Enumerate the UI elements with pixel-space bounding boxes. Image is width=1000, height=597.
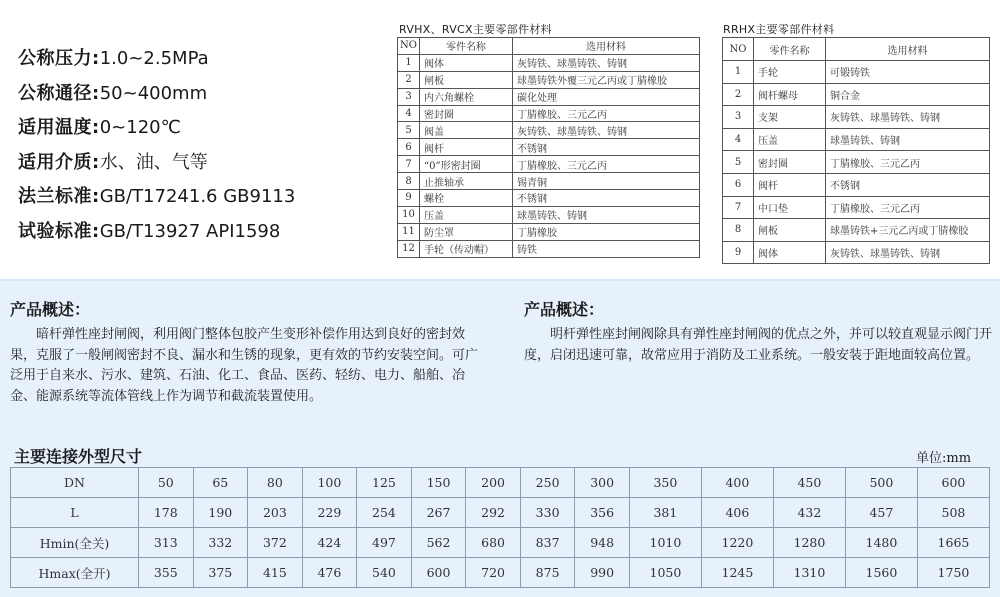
dimension-value: 1050 <box>629 558 701 588</box>
table-row <box>11 468 990 498</box>
column-header-part: 零件名称 <box>420 38 513 55</box>
spec-row-temperature <box>18 111 388 146</box>
row-number: 7 <box>723 196 754 219</box>
dimension-value: 1280 <box>773 528 845 558</box>
dimension-value: 267 <box>411 498 466 528</box>
row-number: 5 <box>723 151 754 174</box>
table-row <box>723 61 990 84</box>
part-material: 锡青铜 <box>513 173 700 190</box>
spec-row-pressure <box>18 42 388 77</box>
column-header-material: 选用材料 <box>513 38 700 55</box>
overview-right-text <box>524 325 992 366</box>
dimension-value: 229 <box>302 498 357 528</box>
spec-value: 50~400mm <box>99 82 208 104</box>
part-name: 内六角螺栓 <box>420 88 513 105</box>
part-name: 密封圈 <box>754 151 826 174</box>
dimension-value: 100 <box>302 468 357 498</box>
dimension-value: 457 <box>845 498 917 528</box>
dimension-value: 540 <box>357 558 412 588</box>
spec-row-flange-standard <box>18 180 388 215</box>
spec-label: 公称压力: <box>18 48 100 69</box>
spec-row-medium <box>18 146 388 181</box>
part-material: 灰铸铁、球墨铸铁、铸钢 <box>513 122 700 139</box>
dimension-value: 381 <box>629 498 701 528</box>
spec-value: 水、油、气等 <box>99 151 208 173</box>
dimension-value: 1560 <box>845 558 917 588</box>
table-row <box>398 206 700 223</box>
table-row <box>398 139 700 156</box>
rr-materials-table <box>722 37 990 264</box>
table-header-row <box>723 38 990 61</box>
table-row <box>723 83 990 106</box>
part-name: “0”形密封圈 <box>420 156 513 173</box>
dimension-value: 330 <box>520 498 575 528</box>
dimension-value: 400 <box>701 468 773 498</box>
dimension-value: 1480 <box>845 528 917 558</box>
table-row <box>723 151 990 174</box>
dimension-value: 300 <box>575 468 630 498</box>
part-material: 灰铸铁、球墨铸铁、铸钢 <box>826 106 990 129</box>
overview-left-title: 产品概述： <box>10 300 91 319</box>
part-name: 手轮 <box>754 61 826 84</box>
row-number: 4 <box>398 105 420 122</box>
row-number: 1 <box>398 54 420 71</box>
table-row <box>398 54 700 71</box>
part-material: 丁腈橡胶 <box>513 223 700 240</box>
dimensions-title: 主要连接外型尺寸 <box>14 447 143 466</box>
table-row <box>398 88 700 105</box>
dimension-value: 1750 <box>917 558 989 588</box>
spec-label: 适用温度: <box>18 117 100 138</box>
dimensions-table <box>10 467 990 588</box>
table-row <box>398 240 700 257</box>
dimension-value: 150 <box>411 468 466 498</box>
dimensions-unit: 单位:mm <box>916 451 972 466</box>
part-material: 不锈钢 <box>513 190 700 207</box>
table-row <box>723 106 990 129</box>
dimension-value: 350 <box>629 468 701 498</box>
table-row <box>11 498 990 528</box>
row-number: 8 <box>723 219 754 242</box>
dimension-value: 372 <box>248 528 303 558</box>
part-name: 阀杆 <box>754 173 826 196</box>
dimension-value: 292 <box>466 498 521 528</box>
spec-value: GB/T13927 API1598 <box>99 220 281 242</box>
dimension-value: 406 <box>701 498 773 528</box>
dimension-value: 332 <box>193 528 248 558</box>
dimension-value: 600 <box>917 468 989 498</box>
dimension-value: 720 <box>466 558 521 588</box>
part-material: 球墨铸铁、铸钢 <box>826 128 990 151</box>
part-name: 压盖 <box>420 206 513 223</box>
part-name: 防尘罩 <box>420 223 513 240</box>
row-number: 1 <box>723 61 754 84</box>
overview-right-paragraph: 明杆弹性座封闸阀除具有弹性座封闸阀的优点之外，并可以较直观显示阀门开度，启闭迅速可靠，故常应用于消防及工业系统。一般安装于距地面较高位置。 <box>524 327 993 363</box>
dimension-value: 450 <box>773 468 845 498</box>
row-label: DN <box>11 468 139 498</box>
part-name: 手轮（传动帽） <box>420 240 513 257</box>
spec-label: 法兰标准: <box>18 186 100 207</box>
row-number: 11 <box>398 223 420 240</box>
dimension-value: 497 <box>357 528 412 558</box>
dimension-value: 80 <box>248 468 303 498</box>
dimension-value: 508 <box>917 498 989 528</box>
table-header-row <box>398 38 700 55</box>
rr-materials-title: RRHX主要零部件材料 <box>723 23 835 36</box>
row-number: 10 <box>398 206 420 223</box>
dimension-value: 875 <box>520 558 575 588</box>
row-number: 8 <box>398 173 420 190</box>
table-row <box>398 223 700 240</box>
overview-left-text <box>10 325 478 407</box>
row-number: 2 <box>723 83 754 106</box>
row-number: 12 <box>398 240 420 257</box>
part-material: 碳化处理 <box>513 88 700 105</box>
table-row <box>723 196 990 219</box>
row-number: 2 <box>398 71 420 88</box>
row-number: 6 <box>398 139 420 156</box>
part-name: 压盖 <box>754 128 826 151</box>
part-material: 丁腈橡胶、三元乙丙 <box>513 156 700 173</box>
dimension-value: 250 <box>520 468 575 498</box>
row-number: 3 <box>398 88 420 105</box>
table-row <box>11 558 990 588</box>
part-material: 不锈钢 <box>826 173 990 196</box>
table-row <box>11 528 990 558</box>
dimension-value: 1245 <box>701 558 773 588</box>
dimension-value: 1310 <box>773 558 845 588</box>
part-name: 阀杆螺母 <box>754 83 826 106</box>
dimension-value: 178 <box>139 498 194 528</box>
part-name: 螺栓 <box>420 190 513 207</box>
row-number: 7 <box>398 156 420 173</box>
part-material: 灰铸铁、球墨铸铁、铸钢 <box>513 54 700 71</box>
dimension-value: 680 <box>466 528 521 558</box>
spec-row-test-standard <box>18 215 388 250</box>
dimension-value: 1220 <box>701 528 773 558</box>
table-row <box>398 156 700 173</box>
part-material: 不锈钢 <box>513 139 700 156</box>
row-number: 5 <box>398 122 420 139</box>
dimension-value: 432 <box>773 498 845 528</box>
spec-label: 试验标准: <box>18 220 100 242</box>
part-name: 阀杆 <box>420 139 513 156</box>
row-number: 6 <box>723 173 754 196</box>
row-number: 4 <box>723 128 754 151</box>
part-name: 支架 <box>754 106 826 129</box>
part-material: 铸铁 <box>513 240 700 257</box>
spec-row-diameter <box>18 77 388 112</box>
part-material: 灰铸铁、球墨铸铁、铸钢 <box>826 241 990 264</box>
table-row <box>723 241 990 264</box>
row-number: 9 <box>398 190 420 207</box>
table-row <box>723 128 990 151</box>
part-material: 丁腈橡胶、三元乙丙 <box>826 196 990 219</box>
row-label: L <box>11 498 139 528</box>
column-header-material: 选用材料 <box>826 38 990 61</box>
dimension-value: 65 <box>193 468 248 498</box>
part-name: 阀体 <box>420 54 513 71</box>
part-material: 丁腈橡胶、三元乙丙 <box>826 151 990 174</box>
dimension-value: 600 <box>411 558 466 588</box>
part-name: 闸板 <box>754 219 826 242</box>
dimension-value: 190 <box>193 498 248 528</box>
dimension-value: 415 <box>248 558 303 588</box>
spec-value: 0~120℃ <box>99 117 181 138</box>
dimension-value: 837 <box>520 528 575 558</box>
part-material: 铜合金 <box>826 83 990 106</box>
part-name: 阀盖 <box>420 122 513 139</box>
part-material: 丁腈橡胶、三元乙丙 <box>513 105 700 122</box>
spec-value: 1.0~2.5MPa <box>99 48 209 69</box>
spec-list <box>18 42 388 249</box>
dimension-value: 562 <box>411 528 466 558</box>
table-row <box>398 71 700 88</box>
part-name: 止推轴承 <box>420 173 513 190</box>
part-name: 闸板 <box>420 71 513 88</box>
row-label: Hmin(全关) <box>11 528 139 558</box>
row-label: Hmax(全开) <box>11 558 139 588</box>
table-row <box>723 173 990 196</box>
part-material: 球墨铸铁外覆三元乙丙或丁腈橡胶 <box>513 71 700 88</box>
table-row <box>398 190 700 207</box>
part-material: 可锻铸铁 <box>826 61 990 84</box>
dimension-value: 313 <box>139 528 194 558</box>
table-row <box>398 173 700 190</box>
dimension-value: 948 <box>575 528 630 558</box>
dimension-value: 356 <box>575 498 630 528</box>
dimension-value: 203 <box>248 498 303 528</box>
overview-left-paragraph: 暗杆弹性座封闸阀，利用阀门整体包胶产生变形补偿作用达到良好的密封效果，克服了一般闸阀密封不良、漏水和生锈的现象，更有效的节约安装空间。可广泛用于自来水、污水、建筑、石油、化工、食品、医药、轻纺、电力、船舶、冶金、能源系统等流体管线上作为调节和截流装置使用。 <box>10 327 479 404</box>
column-header-part: 零件名称 <box>754 38 826 61</box>
rv-materials-title: RVHX、RVCX主要零部件材料 <box>399 23 552 36</box>
dimension-value: 1010 <box>629 528 701 558</box>
part-name: 中口垫 <box>754 196 826 219</box>
dimension-value: 200 <box>466 468 521 498</box>
dimension-value: 476 <box>302 558 357 588</box>
rv-materials-table <box>397 37 700 258</box>
dimension-value: 500 <box>845 468 917 498</box>
part-name: 密封圈 <box>420 105 513 122</box>
spec-value: GB/T17241.6 GB9113 <box>99 186 296 207</box>
spec-label: 适用介质: <box>18 151 100 173</box>
spec-label: 公称通径: <box>18 82 100 104</box>
dimension-value: 424 <box>302 528 357 558</box>
dimension-value: 990 <box>575 558 630 588</box>
overview-right-title: 产品概述： <box>524 300 605 319</box>
table-row <box>398 105 700 122</box>
column-header-no: NO <box>723 38 754 61</box>
dimension-value: 375 <box>193 558 248 588</box>
dimension-value: 355 <box>139 558 194 588</box>
dimension-value: 1665 <box>917 528 989 558</box>
row-number: 9 <box>723 241 754 264</box>
column-header-no: NO <box>398 38 420 55</box>
table-row <box>723 219 990 242</box>
row-number: 3 <box>723 106 754 129</box>
part-material: 球墨铸铁、铸钢 <box>513 206 700 223</box>
part-material: 球墨铸铁+三元乙丙或丁腈橡胶 <box>826 219 990 242</box>
dimension-value: 50 <box>139 468 194 498</box>
part-name: 阀体 <box>754 241 826 264</box>
dimension-value: 254 <box>357 498 412 528</box>
table-row <box>398 122 700 139</box>
dimension-value: 125 <box>357 468 412 498</box>
